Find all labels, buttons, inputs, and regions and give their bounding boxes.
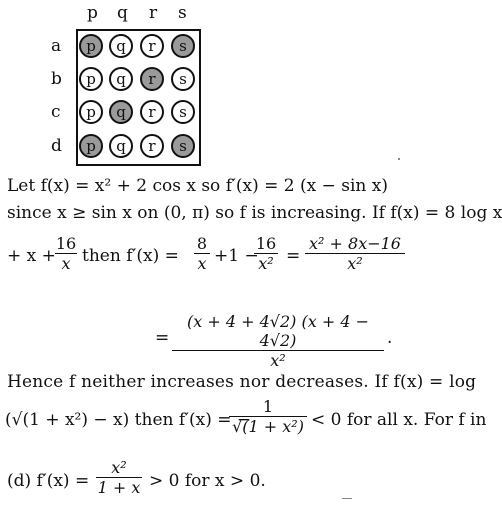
line-3-plus-one: +1 − [214,246,259,266]
line-7-suffix: > 0 for x > 0. [149,471,266,491]
fraction-numerator: x² + 8x−16 [309,234,401,253]
bubble-d-r: r [140,134,164,158]
fraction-numerator: 16 [255,234,277,253]
column-header-r: r [149,3,158,23]
column-header-p: p [87,3,98,23]
fraction-numerator: (x + 4 + 4√2) (x + 4 − 4√2) [187,312,369,350]
line-2: since x ≥ sin x on (0, π) so f is increasing. If f(x) = 8 log x [7,203,502,223]
bubble-a-r: r [140,34,164,58]
fraction-denominator: √(1 + x²) [229,416,307,436]
fraction-denominator: x² [172,350,384,370]
bubble-b-r: r [140,67,164,91]
row-header-b: b [51,69,62,89]
bubble-a-q: q [109,34,133,58]
fraction-numerator: x² [111,458,127,477]
fraction-denominator: x [55,253,77,273]
fraction-denominator: x² [305,253,405,273]
bubble-d-s: s [171,134,195,158]
scan-speck [342,498,352,499]
column-header-s: s [178,3,187,23]
column-header-q: q [117,3,128,23]
bubble-c-q: q [109,100,133,124]
bubble-a-s: s [171,34,195,58]
scan-speck [398,158,400,160]
bubble-b-s: s [171,67,195,91]
row-header-a: a [51,36,62,56]
bubble-b-q: q [109,67,133,91]
fraction-16-over-x2 [254,234,278,273]
fraction-one-over-sqrt [229,397,307,436]
fraction-denominator: 1 + x [97,478,141,497]
line-4-equals: = [155,328,170,348]
line-6-suffix: < 0 for all x. For f in [311,410,487,430]
line-6-prefix: (√(1 + x²) − x) then f′(x) = − [5,410,252,430]
fraction-factored [172,312,384,370]
fraction-8-over-x [194,234,210,273]
line-3-then: then f′(x) = [82,246,179,266]
fraction-quadratic [305,234,405,273]
line-1: Let f(x) = x² + 2 cos x so f′(x) = 2 (x − sin x) [7,176,388,196]
fraction-numerator: 8 [196,234,208,253]
fraction-denominator: x² [254,253,278,273]
bubble-d-q: q [109,134,133,158]
bubble-c-s: s [171,100,195,124]
bubble-c-r: r [140,100,164,124]
bubble-b-p: p [79,67,103,91]
fraction-numerator: 1 [262,397,274,416]
fraction-numerator: 16 [55,234,77,253]
line-4-period: . [387,328,393,348]
fraction-x2-over-1-plus-x [96,458,142,497]
row-header-d: d [51,136,62,156]
line-5: Hence f neither increases nor decreases. If f(x) = log [7,372,477,392]
bubble-d-p: p [79,134,103,158]
line-3-prefix: + x + [7,246,56,266]
line-7-prefix: (d) f′(x) = [7,471,90,491]
line-3-equals: = [286,246,301,266]
fraction-denominator: x [194,253,210,273]
bubble-c-p: p [79,100,103,124]
bubble-a-p: p [79,34,103,58]
fraction-16-over-x [55,234,77,273]
row-header-c: c [51,102,61,122]
